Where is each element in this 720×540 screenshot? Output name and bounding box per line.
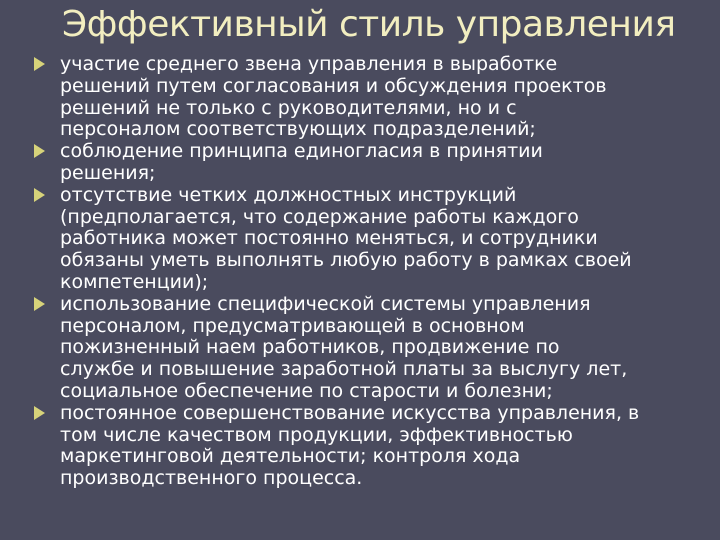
bullet-item [0,141,720,185]
triangle-right-icon [34,297,45,311]
triangle-right-icon [34,406,45,420]
bullet-line: постоянное совершенствование искусства управления, в [60,401,640,424]
bullet-line: отсутствие четких должностных инструкций [60,183,517,206]
bullet-text [60,141,712,185]
bullet-line: персоналом, предусматривающей в основном [60,314,525,337]
bullet-line: использование специфической системы управления [60,292,591,315]
triangle-right-icon [34,188,45,202]
bullet-line: производственного процесса. [60,467,363,490]
bullet-item [0,185,720,294]
bullet-line: (предполагается, что содержание работы каждого [60,205,579,228]
bullet-text [60,403,712,490]
bullet-line: решений не только с руководителями, но и с [60,96,517,119]
bullet-list [0,54,720,490]
bullet-line: том числе качеством продукции, эффективностью [60,423,573,446]
bullet-line: персоналом соответствующих подразделений; [60,118,536,141]
bullet-line: службе и повышение заработной платы за выслугу лет, [60,358,628,381]
bullet-line: соблюдение принципа единогласия в принятии [60,140,543,163]
bullet-line: компетенции); [60,270,209,293]
bullet-line: обязаны уметь выполнять любую работу в рамках своей [60,249,632,272]
bullet-item [0,294,720,403]
bullet-item [0,54,720,141]
bullet-line: социальное обеспечение по старости и болезни; [60,379,553,402]
bullet-text [60,54,712,141]
bullet-line: участие среднего звена управления в выработке [60,53,558,75]
bullet-line: решений путем согласования и обсуждения проектов [60,74,607,97]
bullet-text [60,185,712,294]
bullet-line: работника может постоянно меняться, и сотрудники [60,227,598,250]
triangle-right-icon [34,144,45,158]
bullet-line: пожизненный наем работников, продвижение по [60,336,560,359]
bullet-text [60,294,712,403]
triangle-right-icon [34,57,45,71]
bullet-line: маркетинговой деятельности; контроля хода [60,445,521,468]
slide-title: Эффективный стиль управления [62,4,676,45]
bullet-line: решения; [60,161,156,184]
bullet-item [0,403,720,490]
